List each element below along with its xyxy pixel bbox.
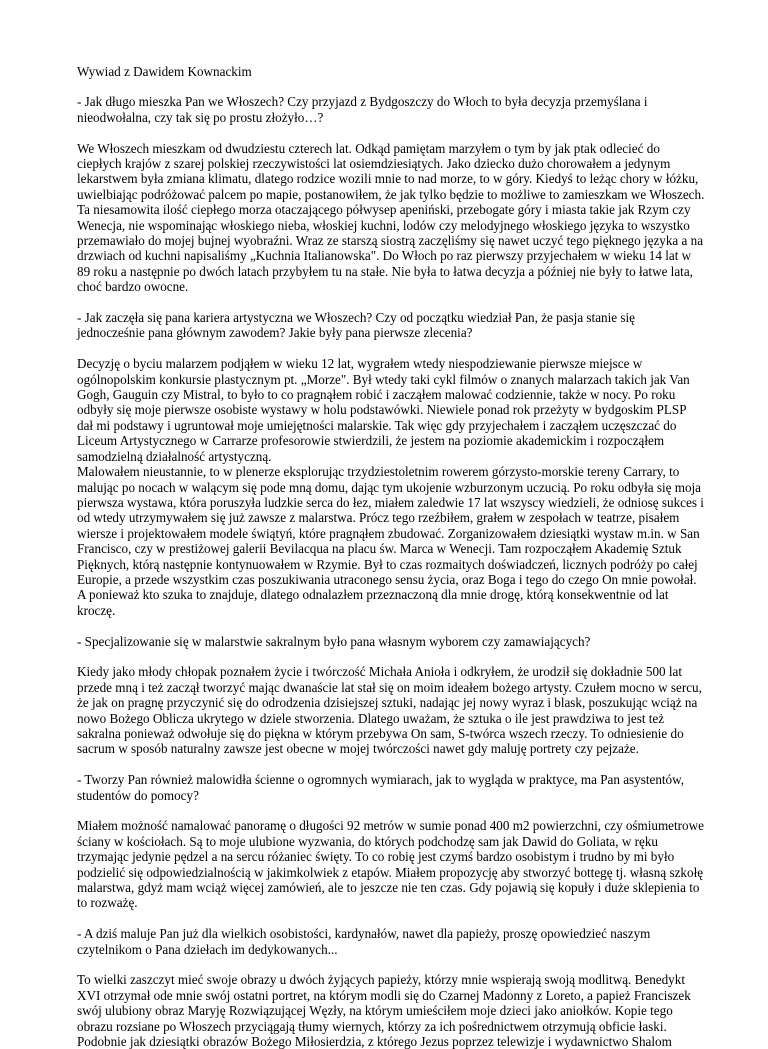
interview-answer: Miałem możność namalować panoramę o długości 92 metrów w sumie ponad 400 m2 powierzchni, czy ośmiumetrowe ściany w kościołach. Są to moje ulubione wyzwania, do których podchodzę sam jak Dawid do Goliata, w ręku trzymając jedynie pędzel a na sercu różaniec święty. To co robię jest czymś bardzo osobistym i trudno by mi było podzielić się odpowiedzialnością w jakimkolwiek z etapów. Miałem propozycję aby stworzyć bottegę tj. własną szkołę malarstwa, gdyż mam wciąż więcej zamówień, ale to jeszcze nie ten czas. Gdy pojawią się kopuły i duże sklepienia to to rozważę. [77,818,704,911]
document-title: Wywiad z Dawidem Kownackim [77,64,252,79]
document-page [77,64,705,1049]
interview-answer: Decyzję o byciu malarzem podjąłem w wieku 12 lat, wygrałem wtedy niespodziewanie pierwsze miejsce w ogólnopolskim konkursie plastycznym pt. „Morze". Był wtedy taki cykl filmów o znanych malarzach takich jak Van Gogh, Gauguin czy Mistral, to było to co pragnąłem robić i zacząłem malować codziennie, także w nocy. Po roku odbyły się moje pierwsze osobiste wystawy w holu podstawówki. Niewiele ponad rok przeżyty w bydgoskim PLSP dał mi podstawy i ugruntował moje umiejętności malarskie. Tak więc gdy przyjechałem i zacząłem uczęszczać do Liceum Artystycznego w Carrarze profesorowie stwierdzili, że jestem na poziomie akademickim i rozpocząłem samodzielną działalność artystyczną. [77,356,690,464]
interview-answer: Kiedy jako młody chłopak poznałem życie i twórczość Michała Anioła i odkryłem, że urodził się dokładnie 500 lat przede mną i też zaczął tworzyć mając dwanaście lat stał się on moim ideałem bożego artysty. Czułem mocno w sercu, że jak on pragnę przyczynić się do odrodzenia dzisiejszej sztuki, nadając jej nowy wyraz i blask, poszukując wciąż na nowo Bożego Oblicza ukrytego w dziele stworzenia. Dlatego uważam, że sztuka o ile jest prawdziwa to jest też sakralna ponieważ odwołuje się do piękna w którym przebywa On sam, S-twórca wszech rzeczy. To odniesienie do sacrum w sposób naturalny zawsze jest obecne w mojej twórczości nawet gdy maluję portrety czy pejzaże. [77,664,702,757]
interview-answer: Malowałem nieustannie, to w plenerze eksplorując trzydziestoletnim rowerem górzysto-morskie tereny Carrary, to malując po nocach w walącym się pode mną domu, dając tym ukojenie wzburzonym uczucią. Po roku odbyła się moja pierwsza wystawa, która poruszyła ludzkie serca do łez, miałem zaledwie 17 lat wszyscy wiedzieli, że odniosę sukces i od wtedy utrzymywałem się już zawsze z malarstwa. Prócz tego rzeźbiłem, grałem w zespołach w teatrze, pisałem wiersze i projektowałem modele świątyń, które pragnąłem zbudować. Zorganizowałem dziesiątki wystaw m.in. w San Francisco, czy w prestiżowej galerii Bevilacqua na placu św. Marca w Wenecji. Tam rozpocząłem Akademię Sztuk Pięknych, którą następnie kontynuowałem w Rzymie. Był to czas rozmaitych doświadczeń, licznych podróży po całej Europie, a przede wszystkim czas poszukiwania utraconego sensu życia, oraz Boga i tego do czego On mnie powołał. A ponieważ kto szuka to znajduje, dlatego odnalazłem przeznaczoną dla mnie drogę, którą konsekwentnie od lat kroczę. [77,464,704,618]
interview-question: - Jak długo mieszka Pan we Włoszech? Czy przyjazd z Bydgoszczy do Włoch to była decyzja przemyślana i nieodwołalna, czy tak się po prostu złożyło…? [77,94,648,125]
interview-answer: We Włoszech mieszkam od dwudziestu czterech lat. Odkąd pamiętam marzyłem o tym by jak ptak odlecieć do ciepłych krajów z szarej polskiej rzeczywistości lat osiemdziesiątych. Jako dziecko dużo chorowałem a jedynym lekarstwem była zmiana klimatu, dlatego rodzice wozili mnie to nad morze, to w góry. Kiedyś to leżąc chory w łóżku, uwielbiając podróżować palcem po mapie, postanowiłem, że jak tylko będzie to możliwe to zamieszkam we Włoszech. Ta niesamowita ilość ciepłego morza otaczającego półwysep apeniński, przebogate góry i miasta takie jak Rzym czy Wenecja, nie wspominając włoskiego nieba, włoskiej kuchni, lodów czy melodyjnego włoskiego języka to wszystko przemawiało do mojej bujnej wyobraźni. Wraz ze starszą siostrą zaczęliśmy się nawet uczyć tego pięknego języka a na drzwiach od kuchni napisaliśmy „Kuchnia Italianowska". Do Włoch po raz pierwszy przyjechałem w wieku 14 lat w 89 roku a następnie po dwóch latach przybyłem tu na stałe. Nie była to łatwa decyzja a później nie były to łatwe lata, choć bardzo owocne. [77,140,705,295]
interview-question: - Specjalizowanie się w malarstwie sakralnym było pana własnym wyborem czy zamawiających? [77,633,591,649]
interview-question: - Tworzy Pan również malowidła ścienne o ogromnych wymiarach, jak to wygląda w praktyce, ma Pan asystentów, studentów do pomocy? [77,772,685,803]
interview-question: - A dziś maluje Pan już dla wielkich osobistości, kardynałów, nawet dla papieży, proszę opowiedzieć naszym czytelnikom o Pana dziełach im dedykowanych... [77,926,651,957]
interview-question: - Jak zaczęła się pana kariera artystyczna we Włoszech? Czy od początku wiedział Pan, że pasja stanie się jednocześnie pana głównym zawodem? Jakie były pana pierwsze zlecenia? [77,310,635,341]
interview-answer: To wielki zaszczyt mieć swoje obrazy u dwóch żyjących papieży, którzy mnie wspierają swoją modlitwą. Benedykt XVI otrzymał ode mnie swój ostatni portret, na którym modli się do Czarnej Madonny z Loreto, a papież Franciszek swój ulubiony obraz Maryję Rozwiązującej Węzły, na którym umieściłem moje dzieci jako aniołków. Kopie tego obrazu rozsiane po Włoszech przyciągają tłumy wiernych, którzy za ich pośrednictwem otrzymują obficie łaski. Podobnie jak dziesiątki obrazów Bożego Miłosierdzia, z którego Jezus poprzez telewizje i wydawnictwo Shalom [77,972,691,1049]
document-body [77,94,705,1049]
